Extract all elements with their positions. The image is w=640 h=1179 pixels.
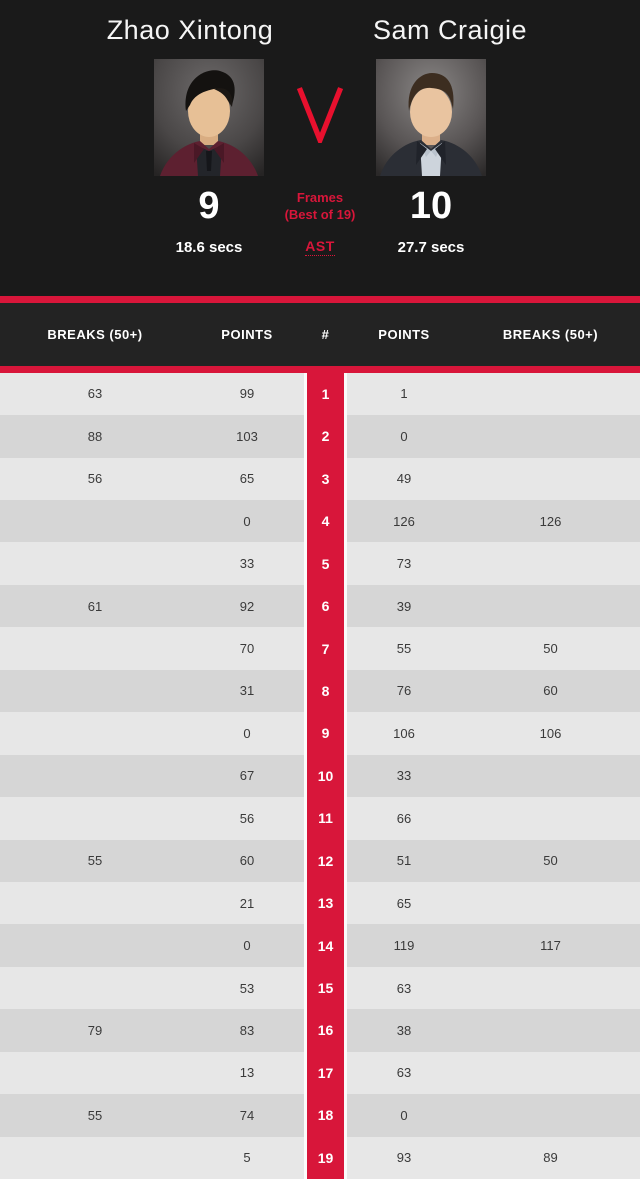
player2-breaks-cell: 60 <box>543 683 558 699</box>
player1-points-cell: 83 <box>239 1022 255 1038</box>
player2-breaks-cell: 126 <box>539 513 562 529</box>
ast-abbreviation[interactable]: AST <box>305 238 335 254</box>
player2-breaks-cell: 117 <box>540 938 561 954</box>
top-red-divider <box>0 296 640 303</box>
player1-points-cell: 65 <box>239 471 255 487</box>
player2-points-cell: 39 <box>396 598 412 614</box>
frame-row-18 <box>0 1094 640 1136</box>
player1-points-cell: 103 <box>236 428 258 444</box>
frame-row-14 <box>0 924 640 966</box>
frame-number-cell: 11 <box>304 797 347 839</box>
player1-breaks-cell: 63 <box>87 386 103 402</box>
frame-score-row <box>0 185 640 228</box>
player1-points-cell: 60 <box>239 853 255 869</box>
frame-number-cell: 14 <box>304 924 347 966</box>
player1-breaks-cell: 61 <box>87 598 103 614</box>
player1-breaks-cell: 55 <box>87 853 103 869</box>
player2-points-cell: 51 <box>396 853 412 869</box>
header-points-right: POINTS <box>378 326 430 342</box>
player2-points-cell: 76 <box>396 683 412 699</box>
player1-points-cell: 53 <box>239 980 255 996</box>
player2-breaks-cell: 89 <box>543 1150 558 1166</box>
player2-points-cell: 93 <box>396 1150 412 1166</box>
player2-points-cell: 65 <box>396 895 412 911</box>
frame-number-cell: 7 <box>304 627 347 669</box>
player1-points-cell: 99 <box>239 386 255 402</box>
player1-points-cell: 0 <box>243 513 251 529</box>
player1-breaks-cell: 56 <box>87 471 103 487</box>
frame-row-11 <box>0 797 640 839</box>
player2-breaks-cell: 50 <box>543 641 558 657</box>
header-frame-number: # <box>321 326 330 342</box>
frame-number-cell: 2 <box>304 415 347 457</box>
player2-name: Sam Craigie <box>372 15 528 45</box>
player1-breaks-cell: 55 <box>87 1107 103 1123</box>
player2-frame-score: 10 <box>409 185 453 227</box>
frame-number-cell: 19 <box>304 1137 347 1179</box>
player-photos-row <box>0 59 640 176</box>
frame-number-cell: 8 <box>304 670 347 712</box>
frame-row-5 <box>0 542 640 584</box>
player2-points-cell: 73 <box>396 556 412 572</box>
player2-points-cell: 66 <box>396 810 412 826</box>
player1-portrait-illustration <box>154 59 264 176</box>
player1-points-cell: 92 <box>239 598 255 614</box>
player2-points-cell: 55 <box>396 641 412 657</box>
player2-points-cell: 33 <box>396 768 412 784</box>
player1-points-cell: 31 <box>239 683 255 699</box>
player1-points-cell: 56 <box>239 810 255 826</box>
player1-points-cell: 0 <box>243 725 251 741</box>
frame-row-6 <box>0 585 640 627</box>
player2-breaks-cell: 50 <box>543 853 558 869</box>
player1-frame-score: 9 <box>198 185 220 227</box>
player2-points-cell: 119 <box>393 938 415 954</box>
player2-photo <box>376 59 486 176</box>
player2-portrait-illustration <box>376 59 486 176</box>
player2-points-cell: 63 <box>396 1065 412 1081</box>
frame-row-15 <box>0 967 640 1009</box>
frame-number-cell: 18 <box>304 1094 347 1136</box>
player1-photo <box>154 59 264 176</box>
player2-points-cell: 38 <box>396 1022 412 1038</box>
player1-points-cell: 13 <box>239 1065 255 1081</box>
player2-points-cell: 126 <box>393 513 415 529</box>
player1-points-cell: 5 <box>243 1150 251 1166</box>
player1-name: Zhao Xintong <box>106 15 274 45</box>
frame-row-1 <box>0 373 640 415</box>
player2-points-cell: 0 <box>400 1107 408 1123</box>
frame-number-cell: 3 <box>304 458 347 500</box>
player-names-row <box>0 0 640 46</box>
frame-number-cell: 15 <box>304 967 347 1009</box>
player1-breaks-cell: 79 <box>87 1022 103 1038</box>
frame-number-cell: 4 <box>304 500 347 542</box>
ast-label-cell <box>264 238 376 256</box>
frame-row-17 <box>0 1052 640 1094</box>
shot-time-row <box>0 238 640 256</box>
frame-row-7 <box>0 627 640 669</box>
player1-breaks-cell: 88 <box>87 428 103 444</box>
frame-row-8 <box>0 670 640 712</box>
frames-label: Frames <box>296 190 344 206</box>
player2-shot-time: 27.7 secs <box>397 238 465 256</box>
player1-points-cell: 33 <box>239 556 255 572</box>
frame-number-cell: 5 <box>304 542 347 584</box>
player2-breaks-cell: 106 <box>539 725 562 741</box>
header-breaks-left: BREAKS (50+) <box>47 326 143 342</box>
player1-points-cell: 74 <box>239 1107 255 1123</box>
frame-row-19 <box>0 1137 640 1179</box>
player2-points-cell: 49 <box>396 471 412 487</box>
player1-points-cell: 67 <box>239 768 255 784</box>
frame-row-2 <box>0 415 640 457</box>
bottom-red-divider <box>0 366 640 373</box>
frame-row-3 <box>0 458 640 500</box>
versus-mark <box>264 59 376 176</box>
frame-number-cell: 12 <box>304 840 347 882</box>
frame-number-cell: 6 <box>304 585 347 627</box>
player1-points-cell: 70 <box>239 641 255 657</box>
frames-table-header <box>0 303 640 366</box>
frame-row-12 <box>0 840 640 882</box>
frame-number-cell: 1 <box>304 373 347 415</box>
frame-number-cell: 13 <box>304 882 347 924</box>
player2-points-cell: 63 <box>396 980 412 996</box>
player1-shot-time: 18.6 secs <box>175 238 243 256</box>
player1-points-cell: 21 <box>239 895 255 911</box>
player2-points-cell: 106 <box>393 725 415 741</box>
frame-number-cell: 16 <box>304 1009 347 1051</box>
match-header <box>0 0 640 296</box>
frame-row-10 <box>0 755 640 797</box>
player1-points-cell: 0 <box>243 938 251 954</box>
header-breaks-right: BREAKS (50+) <box>502 326 599 342</box>
frame-number-cell: 10 <box>304 755 347 797</box>
frame-row-13 <box>0 882 640 924</box>
frame-row-9 <box>0 712 640 754</box>
frame-number-cell: 9 <box>304 712 347 754</box>
versus-v-icon <box>295 85 345 143</box>
player2-points-cell: 0 <box>400 428 408 444</box>
player2-points-cell: 1 <box>400 386 408 402</box>
best-of-label: (Best of 19) <box>284 206 356 222</box>
header-points-left: POINTS <box>221 326 273 342</box>
frame-row-4 <box>0 500 640 542</box>
frames-table-body <box>0 373 640 1179</box>
frame-number-cell: 17 <box>304 1052 347 1094</box>
frame-row-16 <box>0 1009 640 1051</box>
frames-best-of-label <box>264 190 376 223</box>
